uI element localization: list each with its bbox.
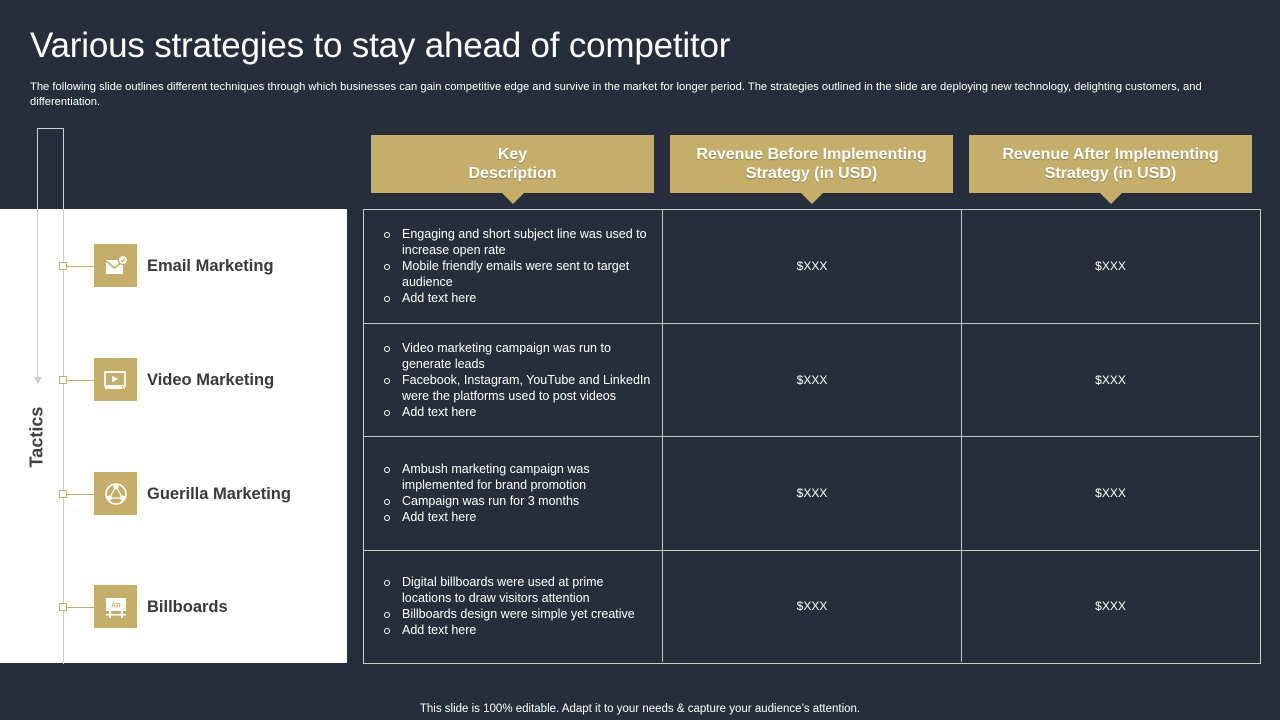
bullet-item: Facebook, Instagram, YouTube and LinkedIn were the platforms used to post videos — [382, 372, 652, 404]
header-revenue-before — [670, 135, 953, 193]
table-cell-description — [364, 210, 663, 324]
bullet-item: Add text here — [382, 290, 652, 306]
tactic-video-marketing — [59, 358, 339, 402]
bullet-list — [364, 461, 662, 525]
bullet-list — [364, 340, 662, 420]
tactic-billboards — [59, 585, 339, 629]
header-key-description — [371, 135, 654, 193]
tactic-connector — [67, 607, 94, 608]
tactic-label: Guerilla Marketing — [147, 485, 291, 503]
tactic-connector — [67, 266, 94, 267]
tactic-label: Video Marketing — [147, 371, 275, 389]
tactics-axis-line — [37, 128, 38, 378]
video-icon — [94, 358, 137, 401]
bullet-item: Digital billboards were used at prime locations to draw visitors attention — [382, 574, 652, 606]
bullet-item: Add text here — [382, 509, 652, 525]
bullet-item: Billboards design were simple yet creative — [382, 606, 652, 622]
bullet-list — [364, 574, 662, 638]
header-line: Description — [468, 165, 557, 182]
table-cell-revenue-before: $XXX — [663, 437, 962, 551]
bullet-item: Ambush marketing campaign was implemented for brand promotion — [382, 461, 652, 493]
page-subtitle: The following slide outlines different techniques through which businesses can gain competitive edge and survive in the market for longer period. The strategies outlined in the slide are deploying new technology, delighting customers, and differentiation. — [30, 81, 1202, 108]
strategy-table — [363, 209, 1261, 664]
page-title: Various strategies to stay ahead of competitor — [30, 26, 731, 65]
header-line: Key — [497, 146, 528, 163]
bullet-item: Campaign was run for 3 months — [382, 493, 652, 509]
tactic-node — [59, 376, 67, 384]
tactic-label: Billboards — [147, 598, 228, 616]
header-line: Strategy (in USD) — [1044, 165, 1177, 182]
table-cell-description — [364, 324, 663, 438]
header-line: Strategy (in USD) — [745, 165, 878, 182]
tactic-connector — [67, 380, 94, 381]
table-cell-revenue-before: $XXX — [663, 324, 962, 438]
table-cell-revenue-before: $XXX — [663, 210, 962, 324]
table-cell-revenue-after: $XXX — [1095, 599, 1126, 614]
tactic-email-marketing — [59, 244, 339, 288]
billboard-icon — [94, 585, 137, 628]
footer-note: This slide is 100% editable. Adapt it to your needs & capture your audience’s attention. — [419, 703, 861, 715]
email-icon — [94, 244, 137, 287]
bullet-item: Video marketing campaign was run to generate leads — [382, 340, 652, 372]
network-icon — [94, 472, 137, 515]
tactics-axis-label: Tactics — [26, 406, 47, 468]
header-revenue-after — [969, 135, 1252, 193]
table-cell-revenue-after: $XXX — [962, 324, 1259, 438]
table-cell-revenue-before: $XXX — [663, 551, 962, 663]
bullet-item: Mobile friendly emails were sent to target audience — [382, 258, 652, 290]
tactic-guerilla-marketing — [59, 472, 339, 516]
table-cell-description — [364, 551, 663, 663]
bullet-item: Add text here — [382, 622, 652, 638]
tactic-connector — [67, 494, 94, 495]
tactic-node — [59, 490, 67, 498]
table-cell-revenue-after: $XXX — [962, 210, 1259, 324]
bullet-item: Engaging and short subject line was used to increase open rate — [382, 226, 652, 258]
tactic-node — [59, 603, 67, 611]
header-line: Revenue After Implementing — [1002, 146, 1219, 163]
tactic-label: Email Marketing — [147, 257, 274, 275]
billboard-icon-text: AD — [110, 602, 121, 609]
header-line: Revenue Before Implementing — [696, 146, 927, 163]
down-arrow-icon — [34, 377, 42, 384]
table-cell-description — [364, 437, 663, 551]
table-cell-revenue-after: $XXX — [962, 437, 1259, 551]
tactic-node — [59, 262, 67, 270]
bullet-list — [364, 226, 662, 306]
bullet-item: Add text here — [382, 404, 652, 420]
